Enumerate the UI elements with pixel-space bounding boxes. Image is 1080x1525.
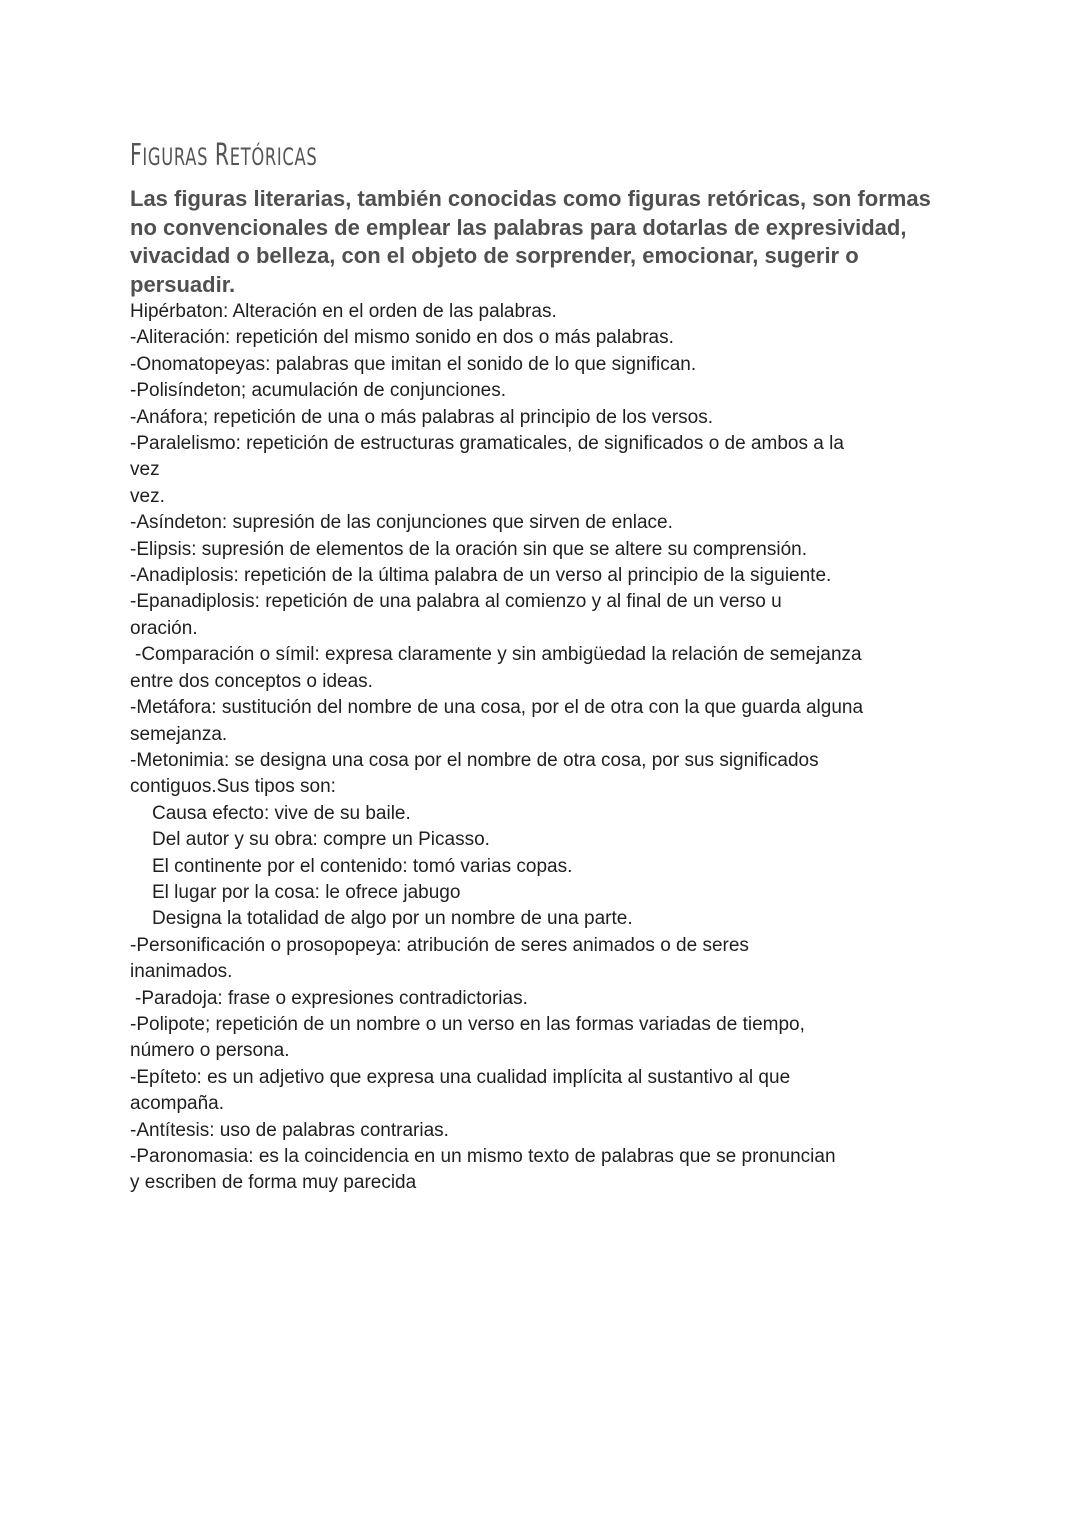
list-subitem: Designa la totalidad de algo por un nombre de una parte.: [152, 908, 633, 930]
title-word1-rest: IGURAS: [142, 143, 209, 171]
list-line: contiguos.Sus tipos son:: [130, 776, 336, 798]
list-line: -Antítesis: uso de palabras contrarias.: [130, 1119, 449, 1141]
list-line: -Personificación o prosopopeya: atribución de seres animados o de seres: [130, 934, 749, 956]
list-line: -Paralelismo: repetición de estructuras gramaticales, de significados o de ambos a la: [130, 433, 844, 455]
list-line: -Anáfora; repetición de una o más palabras al principio de los versos.: [130, 406, 713, 428]
list-line: -Polisíndeton; acumulación de conjunciones.: [130, 380, 507, 402]
list-subitem: Del autor y su obra: compre un Picasso.: [152, 829, 490, 851]
list-line: acompaña.: [130, 1093, 225, 1115]
list-line: -Epíteto: es un adjetivo que expresa una cualidad implícita al sustantivo al que: [130, 1066, 791, 1088]
list-line: entre dos conceptos o ideas.: [130, 670, 373, 692]
list-line: vez.: [130, 485, 165, 507]
list-line: -Asíndeton: supresión de las conjunciones que sirven de enlace.: [130, 512, 673, 534]
list-line: semejanza.: [130, 723, 228, 745]
list-line: -Anadiplosis: repetición de la última palabra de un verso al principio de la siguiente.: [130, 565, 832, 587]
list-subitem: El lugar por la cosa: le ofrece jabugo: [152, 881, 461, 903]
title-word1-initial: F: [130, 138, 143, 173]
list-line: -Paradoja: frase o expresiones contradictorias.: [135, 987, 528, 1009]
list-line: -Comparación o símil: expresa claramente y sin ambigüedad la relación de semejanza: [135, 644, 862, 666]
list-line: -Paronomasia: es la coincidencia en un mismo texto de palabras que se pronuncian: [130, 1146, 836, 1167]
page-title: [130, 136, 317, 177]
list-line: -Metonimia: se designa una cosa por el nombre de otra cosa, por sus significados: [130, 749, 819, 771]
figures-list: [130, 299, 930, 1197]
list-line: y escriben de forma muy parecida: [130, 1172, 417, 1194]
list-line: vez: [130, 459, 160, 481]
list-line: -Aliteración: repetición del mismo sonido en dos o más palabras.: [130, 327, 674, 349]
list-line: inanimados.: [130, 961, 233, 983]
title-word2-initial: R: [214, 138, 230, 173]
list-line: oración.: [130, 617, 198, 639]
list-line: número o persona.: [130, 1040, 290, 1062]
list-line: -Onomatopeyas: palabras que imitan el sonido de lo que significan.: [130, 353, 697, 375]
list-line: -Epanadiplosis: repetición de una palabra al comienzo y al final de un verso u: [130, 591, 782, 613]
list-line: -Elipsis: supresión de elementos de la oración sin que se altere su comprensión.: [130, 538, 807, 560]
list-subitem: El continente por el contenido: tomó varias copas.: [152, 855, 573, 877]
list-line: -Polipote; repetición de un nombre o un verso en las formas variadas de tiempo,: [130, 1013, 805, 1035]
list-line: -Metáfora: sustitución del nombre de una cosa, por el de otra con la que guarda alguna: [130, 697, 864, 719]
title-word2-rest: ETÓRICAS: [229, 143, 318, 171]
intro-paragraph: Las figuras literarias, también conocidas como figuras retóricas, son formas no convencionales de emplear las palabras para dotarlas de expresividad, vivacidad o belleza, con el objeto de sorprender, emocionar, sugerir o persuadir.: [130, 186, 931, 297]
list-subitem: Causa efecto: vive de su baile.: [152, 802, 411, 824]
list-line: Hipérbaton: Alteración en el orden de las palabras.: [130, 301, 557, 322]
